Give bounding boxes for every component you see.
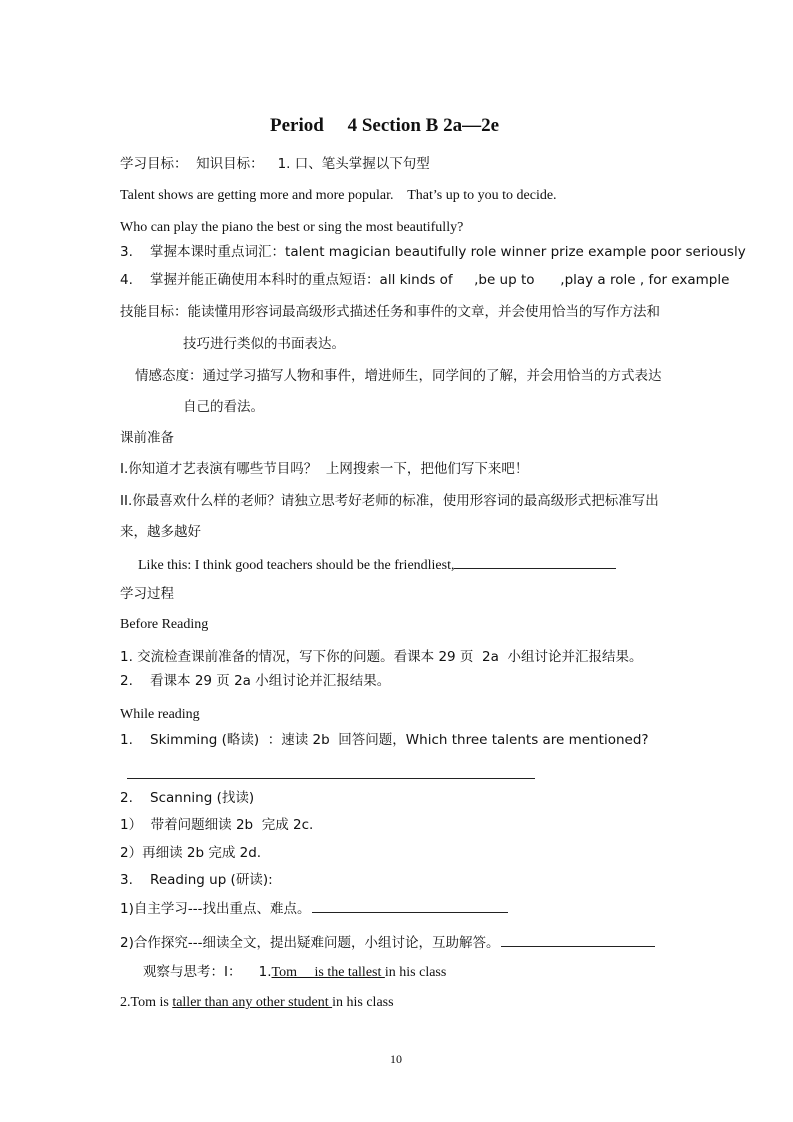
example-2-prefix: 2.Tom is <box>120 995 173 1010</box>
knowledge-label: 学习目标： 知识目标： <box>120 156 264 172</box>
scanning-subitem-2: 2）再细读 2b 完成 2d. <box>120 845 262 861</box>
preview-question-2-line-2: 来，越多越好 <box>120 524 201 540</box>
scanning-item: 2. Scanning (找读) <box>120 790 255 806</box>
key-phrases: 4. 掌握并能正确使用本科时的重点短语：all kinds of ,be up to ,play a role , for example <box>120 272 730 288</box>
self-study-item <box>120 898 508 918</box>
observe-example-2 <box>120 994 394 1012</box>
before-reading-heading: Before Reading <box>120 617 209 632</box>
cooperative-study-item <box>120 932 655 952</box>
skimming-item: 1. Skimming (略读) ：速读 2b 回答问题，Which three talents are mentioned? <box>120 732 649 748</box>
answer-blank[interactable] <box>454 554 616 569</box>
preview-example <box>138 554 616 575</box>
skills-objective-line-1: 技能目标：能读懂用形容词最高级形式描述任务和事件的文章，并会使用恰当的写作方法和 <box>120 304 660 320</box>
example-2-suffix: in his class <box>332 995 394 1010</box>
self-study-text: 1)自主学习---找出重点、难点。 <box>120 901 311 917</box>
cooperative-study-text: 2)合作探究---细读全文，提出疑难问题，小组讨论，互助解答。 <box>120 935 500 951</box>
example-text: Like this: I think good teachers should be the friendliest, <box>138 558 455 573</box>
before-reading-item-2: 2. 看课本 29 页 2a 小组讨论并汇报结果。 <box>120 673 391 689</box>
observe-example-1 <box>143 963 446 982</box>
before-reading-item-1: 1. 交流检查课前准备的情况，写下你的问题。看课本 29 页 2a 小组讨论并汇报结果。 <box>120 649 643 665</box>
scanning-subitem-1: 1） 带着问题细读 2b 完成 2c. <box>120 817 314 833</box>
attitude-objective-line-1: 情感态度：通过学习描写人物和事件，增进师生，同学间的了解，并会用恰当的方式表达 <box>135 368 662 384</box>
while-reading-heading: While reading <box>120 707 200 722</box>
self-study-answer-line[interactable] <box>312 898 508 913</box>
target-sentence-1: Talent shows are getting more and more popular. That’s up to you to decide. <box>120 188 557 203</box>
preview-question-1: I.你知道才艺表演有哪些节目吗？ 上网搜索一下，把他们写下来吧！ <box>120 461 529 477</box>
observe-prefix: 观察与思考：I： 1. <box>143 964 272 980</box>
skills-objective-line-2: 技巧进行类似的书面表达。 <box>183 336 345 352</box>
target-sentence-2: Who can play the piano the best or sing the most beautifully? <box>120 220 464 235</box>
observe-suffix: in his class <box>384 965 447 980</box>
knowledge-item: 1. 口、笔头掌握以下句型 <box>277 156 430 172</box>
process-heading: 学习过程 <box>120 586 174 602</box>
attitude-objective-line-2: 自己的看法。 <box>183 399 264 415</box>
cooperative-answer-line[interactable] <box>501 932 655 947</box>
page-number: 10 <box>390 1052 402 1066</box>
skimming-answer-line[interactable] <box>127 778 535 779</box>
reading-up-item: 3. Reading up (研读): <box>120 872 273 888</box>
observe-underlined-1: Tom is the tallest <box>271 965 385 980</box>
page-title: Period 4 Section B 2a—2e <box>270 115 500 136</box>
example-2-underlined: taller than any other student <box>172 995 333 1010</box>
preview-question-2-line-1: II.你最喜欢什么样的老师？请独立思考好老师的标准，使用形容词的最高级形式把标准写出 <box>120 493 659 509</box>
preview-heading: 课前准备 <box>120 430 174 446</box>
objectives-knowledge-label <box>120 155 430 173</box>
key-vocabulary: 3. 掌握本课时重点词汇：talent magician beautifully role winner prize example poor seriously <box>120 244 746 260</box>
